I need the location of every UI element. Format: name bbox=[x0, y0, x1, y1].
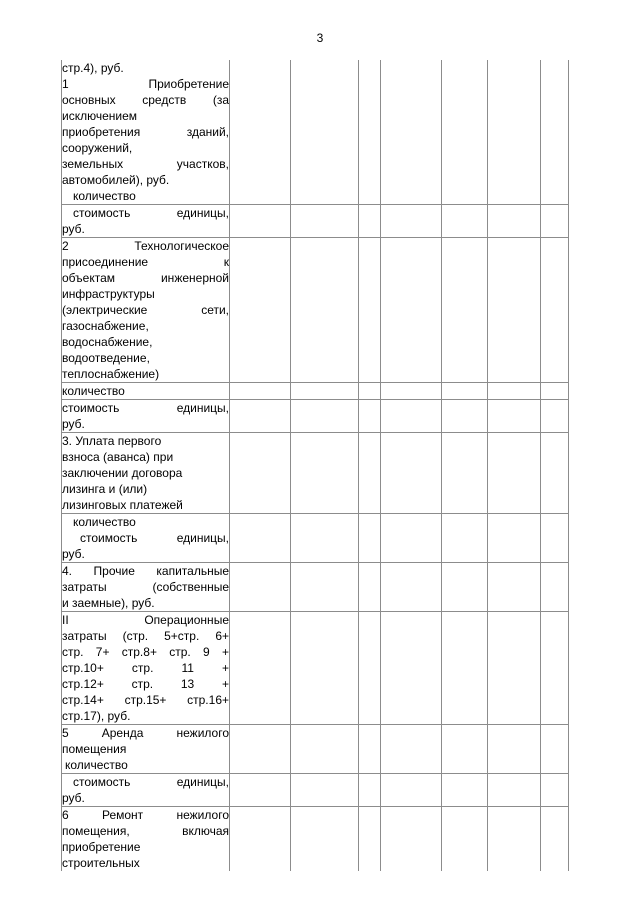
value-cell bbox=[381, 400, 442, 433]
value-cell bbox=[488, 514, 541, 563]
table-row bbox=[62, 60, 569, 205]
value-cell bbox=[541, 774, 569, 807]
value-cell bbox=[442, 433, 488, 514]
value-cell bbox=[230, 807, 291, 872]
value-cell bbox=[230, 563, 291, 612]
page-number: 3 bbox=[316, 31, 324, 45]
value-cell bbox=[230, 725, 291, 774]
row-label-line: стр.12+ стр. 13 + bbox=[62, 677, 229, 691]
row-label-line: 1 Приобретение bbox=[62, 77, 229, 91]
row-label-line: помещения, включая bbox=[62, 824, 229, 838]
table-row bbox=[62, 205, 569, 238]
value-cell bbox=[291, 514, 359, 563]
row-label-cell bbox=[62, 612, 230, 725]
row-label-line: газоснабжение, bbox=[62, 319, 149, 333]
value-cell bbox=[291, 383, 359, 400]
value-cell bbox=[442, 205, 488, 238]
row-label-line: лизинговых платежей bbox=[62, 498, 183, 512]
value-cell bbox=[230, 433, 291, 514]
value-cell bbox=[230, 205, 291, 238]
value-cell bbox=[442, 725, 488, 774]
value-cell bbox=[442, 60, 488, 205]
value-cell bbox=[488, 400, 541, 433]
value-cell bbox=[488, 238, 541, 383]
value-cell bbox=[488, 612, 541, 725]
row-label-cell bbox=[62, 205, 230, 238]
value-cell bbox=[541, 807, 569, 872]
row-label-line: 3. Уплата первого bbox=[62, 434, 162, 448]
table-row bbox=[62, 238, 569, 383]
row-label-line: стоимость единицы, bbox=[80, 531, 229, 545]
value-cell bbox=[291, 563, 359, 612]
row-label-line: количество bbox=[65, 758, 128, 772]
value-cell bbox=[541, 238, 569, 383]
value-cell bbox=[442, 563, 488, 612]
value-cell bbox=[488, 433, 541, 514]
value-cell bbox=[381, 563, 442, 612]
value-cell bbox=[230, 383, 291, 400]
row-label-line: руб. bbox=[62, 417, 85, 431]
value-cell bbox=[230, 400, 291, 433]
value-cell bbox=[541, 725, 569, 774]
value-cell bbox=[488, 774, 541, 807]
value-cell bbox=[541, 383, 569, 400]
value-cell bbox=[359, 433, 381, 514]
row-label-line: сооружений, bbox=[62, 141, 133, 155]
row-label-line: приобретение bbox=[62, 840, 141, 854]
row-label-line: количество bbox=[73, 515, 136, 529]
row-label-cell bbox=[62, 563, 230, 612]
row-label-line: присоединение к bbox=[62, 255, 229, 269]
row-label-line: исключением bbox=[62, 109, 138, 123]
table-row bbox=[62, 383, 569, 400]
value-cell bbox=[381, 514, 442, 563]
value-cell bbox=[359, 807, 381, 872]
value-cell bbox=[381, 725, 442, 774]
row-label-line: затраты (собственные bbox=[62, 580, 229, 594]
table-body bbox=[62, 60, 569, 871]
value-cell bbox=[541, 205, 569, 238]
value-cell bbox=[381, 238, 442, 383]
table-row bbox=[62, 774, 569, 807]
row-label-cell bbox=[62, 60, 230, 205]
row-label-cell bbox=[62, 774, 230, 807]
value-cell bbox=[488, 563, 541, 612]
value-cell bbox=[230, 612, 291, 725]
value-cell bbox=[442, 774, 488, 807]
row-label-line: руб. bbox=[62, 791, 85, 805]
row-label-line: 6 Ремонт нежилого bbox=[62, 808, 229, 822]
row-label-line: стр.4), руб. bbox=[62, 61, 124, 75]
value-cell bbox=[541, 433, 569, 514]
row-label-line: количество bbox=[62, 384, 125, 398]
table-row bbox=[62, 807, 569, 872]
table-row bbox=[62, 563, 569, 612]
value-cell bbox=[442, 807, 488, 872]
value-cell bbox=[381, 612, 442, 725]
value-cell bbox=[230, 514, 291, 563]
row-label-cell bbox=[62, 807, 230, 872]
row-label-line: 2 Технологическое bbox=[62, 239, 229, 253]
value-cell bbox=[442, 400, 488, 433]
value-cell bbox=[291, 612, 359, 725]
row-label-line: стоимость единицы, bbox=[62, 401, 229, 415]
value-cell bbox=[291, 238, 359, 383]
budget-table bbox=[61, 60, 569, 871]
row-label-line: II Операционные bbox=[62, 613, 229, 627]
value-cell bbox=[230, 60, 291, 205]
value-cell bbox=[291, 807, 359, 872]
row-label-line: (электрические сети, bbox=[62, 303, 229, 317]
value-cell bbox=[488, 205, 541, 238]
value-cell bbox=[359, 563, 381, 612]
row-label-line: строительных bbox=[62, 856, 140, 870]
value-cell bbox=[359, 205, 381, 238]
value-cell bbox=[488, 807, 541, 872]
value-cell bbox=[359, 514, 381, 563]
value-cell bbox=[541, 60, 569, 205]
row-label-cell bbox=[62, 238, 230, 383]
value-cell bbox=[359, 60, 381, 205]
value-cell bbox=[359, 612, 381, 725]
row-label-line: количество bbox=[73, 189, 136, 203]
value-cell bbox=[488, 725, 541, 774]
row-label-line: руб. bbox=[62, 222, 85, 236]
value-cell bbox=[230, 774, 291, 807]
row-label-line: взноса (аванса) при bbox=[62, 450, 174, 464]
value-cell bbox=[291, 60, 359, 205]
row-label-line: основных средств (за bbox=[62, 93, 229, 107]
value-cell bbox=[381, 205, 442, 238]
value-cell bbox=[359, 774, 381, 807]
row-label-line: 4. Прочие капитальные bbox=[62, 564, 229, 578]
value-cell bbox=[291, 205, 359, 238]
value-cell bbox=[541, 514, 569, 563]
value-cell bbox=[359, 238, 381, 383]
table-row bbox=[62, 400, 569, 433]
value-cell bbox=[488, 383, 541, 400]
value-cell bbox=[442, 514, 488, 563]
value-cell bbox=[541, 612, 569, 725]
table-row bbox=[62, 514, 569, 563]
row-label-line: стр.17), руб. bbox=[62, 709, 131, 723]
table-row bbox=[62, 725, 569, 774]
row-label-line: и заемные), руб. bbox=[62, 596, 155, 610]
value-cell bbox=[381, 774, 442, 807]
value-cell bbox=[359, 383, 381, 400]
value-cell bbox=[291, 774, 359, 807]
value-cell bbox=[541, 563, 569, 612]
row-label-cell bbox=[62, 433, 230, 514]
row-label-line: инфраструктуры bbox=[62, 287, 155, 301]
row-label-line: 5 Аренда нежилого bbox=[62, 726, 229, 740]
row-label-cell bbox=[62, 400, 230, 433]
row-label-line: руб. bbox=[62, 547, 85, 561]
value-cell bbox=[381, 383, 442, 400]
row-label-cell bbox=[62, 725, 230, 774]
row-label-line: стр. 7+ стр.8+ стр. 9 + bbox=[62, 645, 229, 659]
row-label-line: водоснабжение, bbox=[62, 335, 153, 349]
value-cell bbox=[442, 383, 488, 400]
row-label-line: объектам инженерной bbox=[62, 271, 229, 285]
row-label-line: теплоснабжение) bbox=[62, 367, 160, 381]
row-label-line: помещения bbox=[62, 742, 127, 756]
row-label-cell bbox=[62, 514, 230, 563]
value-cell bbox=[488, 60, 541, 205]
value-cell bbox=[359, 400, 381, 433]
row-label-line: стоимость единицы, bbox=[73, 206, 229, 220]
row-label-line: затраты (стр. 5+стр. 6+ bbox=[62, 629, 229, 643]
row-label-line: земельных участков, bbox=[62, 157, 229, 171]
value-cell bbox=[381, 433, 442, 514]
row-label-line: автомобилей), руб. bbox=[62, 173, 170, 187]
value-cell bbox=[381, 60, 442, 205]
table-row bbox=[62, 433, 569, 514]
row-label-line: водоотведение, bbox=[62, 351, 150, 365]
value-cell bbox=[541, 400, 569, 433]
row-label-cell bbox=[62, 383, 230, 400]
value-cell bbox=[442, 612, 488, 725]
row-label-line: заключении договора bbox=[62, 466, 183, 480]
row-label-line: стр.10+ стр. 11 + bbox=[62, 661, 229, 675]
row-label-line: лизинга и (или) bbox=[62, 482, 148, 496]
value-cell bbox=[291, 433, 359, 514]
value-cell bbox=[291, 725, 359, 774]
value-cell bbox=[381, 807, 442, 872]
value-cell bbox=[230, 238, 291, 383]
row-label-line: приобретения зданий, bbox=[62, 125, 229, 139]
row-label-line: стоимость единицы, bbox=[73, 775, 229, 789]
row-label-line: стр.14+ стр.15+ стр.16+ bbox=[62, 693, 229, 707]
value-cell bbox=[291, 400, 359, 433]
table-row bbox=[62, 612, 569, 725]
value-cell bbox=[359, 725, 381, 774]
value-cell bbox=[442, 238, 488, 383]
